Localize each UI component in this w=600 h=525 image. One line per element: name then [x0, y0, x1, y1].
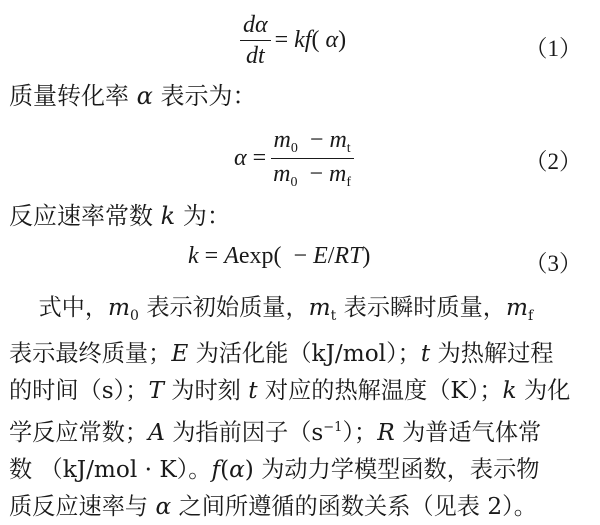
equation-3-number: （3） — [524, 251, 582, 276]
equation-1-number: （1） — [524, 36, 582, 61]
equation-1-rhs: = kf( α) — [274, 27, 347, 54]
equation-1-denominator: dt — [245, 43, 265, 70]
equation-3 — [0, 237, 600, 297]
equation-2-fraction — [270, 127, 354, 191]
equation-3-body — [188, 243, 370, 270]
explanation-paragraph — [9, 289, 593, 525]
equation-2-number: （2） — [524, 149, 582, 174]
equation-1-numerator: dα — [240, 12, 271, 41]
equation-1-fraction — [240, 12, 271, 70]
intro-k-text: 反应速率常数 k 为： — [9, 202, 231, 230]
equation-2-lhs: α = — [234, 145, 267, 172]
equation-1 — [0, 8, 600, 68]
paragraph-line-1: 式中，$m_0$ 表示初始质量，$m_t$ 表示瞬时质量，$m_f$ — [9, 294, 534, 324]
equation-2-denominator: $m_0 - m_f$ — [273, 161, 352, 191]
equation-2-numerator: $m_0 - m_t$ — [271, 127, 354, 159]
paragraph-line-6: 质反应速率与 α 之间所遵循的函数关系（见表 2）。 — [9, 493, 537, 520]
equation-2 — [0, 123, 600, 191]
paragraph-line-5: 数 （kJ/mol · K）。f(α) 为动力学模型函数，表示物 — [9, 456, 540, 483]
equation-1-body — [236, 12, 346, 70]
paragraph-line-3: 的时间（s）；T 为时刻 t 对应的热解温度（K）；k 为化 — [9, 377, 571, 404]
paragraph-line-2: 表示最终质量；E 为活化能（kJ/mol）；t 为热解过程 — [9, 340, 554, 367]
intro-alpha-text: 质量转化率 α 表示为： — [9, 82, 257, 110]
equation-3-expression: k = Aexp( − E/RT) — [188, 243, 371, 269]
paragraph-line-4: 学反应常数；A 为指前因子$(s^{-1})$；R 为普适气体常 — [9, 419, 542, 446]
equation-2-body — [234, 127, 358, 191]
